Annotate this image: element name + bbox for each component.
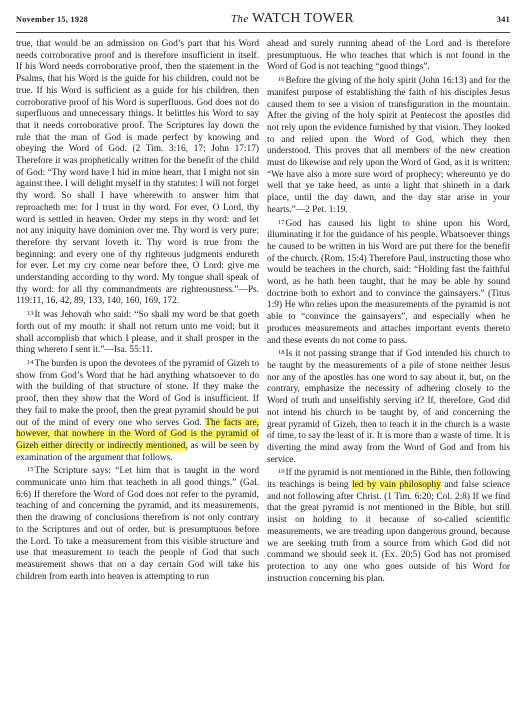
highlighted-text: The facts are, however, that nowhere in the Word of God is the pyramid of Gizeh either directly or indirectly mentioned, <box>16 417 259 451</box>
right-column <box>267 39 510 585</box>
paragraph-text: If the pyramid is not mentioned in the Bible, then following its teachings is being <box>267 468 510 491</box>
paragraph-number: 16 <box>278 76 285 84</box>
header-title <box>231 10 354 26</box>
paragraph-text: God has caused his light to shine upon his Word, illuminating it for the guidance of his people. Whatsoever things he caused to be written in his Word are put there for the benefit of the church. (Rom. 15:4) Therefore Paul, instructing those who would be teachers in the church, said: “Holding fast the faithful word, as he hath been taught, that he may be able by sound doctrine both to exhort and to convince the gainsayers.” (Titus 1:9) He who relies upon the measurements of the pyramid is not able to “convince the gainsayers”, and especially when he produces measurements and attaches important events thereto and these events do not come to pass. <box>267 218 510 346</box>
paragraph-number: 18 <box>278 349 285 357</box>
paragraph <box>16 357 259 464</box>
paragraph-number: 14 <box>27 358 34 366</box>
paragraph-text: ahead and surely running ahead of the Lord and is therefore presumptuous. He who teaches that which is not found in the Word of God is not teaching “good things”. <box>267 39 510 73</box>
paragraph-text: and false science and not following after Christ. (1 Tim. 6:20; Col. 2:8) If we find that the great pyramid is not mentioned in the Bible, but still insist on holding to it because of so-called scientific measurements, we are treading upon dangerous ground, because we are seeking truth from a source from which God did not command we should seek it. (Ex. 20:5) God has not promised protection to any one who goes outside of his Word for instruction concerning his plan. <box>267 480 510 584</box>
paragraph-text: The burden is upon the devotees of the pyramid of Gizeh to show from God’s Word that he had anything whatsoever to do with the building of that structure of stone. If they make the proof, then they show that the Word of God is insufficient. If they fail to make the proof, then the great pyramid should be put out of the mind of every one who serves God. <box>16 358 259 428</box>
paragraph <box>16 464 259 583</box>
paragraph-number: 15 <box>27 466 34 474</box>
header-title-the: The <box>230 13 249 25</box>
paragraph <box>267 39 510 74</box>
header-title-main: WATCH TOWER <box>252 10 354 25</box>
header-page-number: 341 <box>496 15 510 24</box>
paragraph-text: as will be seen by examination of the argument that follows. <box>16 440 259 463</box>
paragraph <box>267 466 510 585</box>
header-date: November 15, 1928 <box>16 15 89 24</box>
paragraph <box>267 74 510 216</box>
text-columns <box>16 39 510 585</box>
running-header <box>16 10 510 33</box>
left-column <box>16 39 259 585</box>
paragraph <box>16 308 259 357</box>
paragraph-text: Is it not passing strange that if God intended his church to be taught by the measurements of a pile of stone neither Jesus nor any of the apostles has one word to say about it, but, on the contrary, emphasize the necessity of adhering closely to the Word of truth and unselfishly serving it? If, therefore, God did not intend his church to be taught by, of and concerning the great pyramid of Gizeh, then to teach it in the church is a waste of time, to say the least of it. It is more than a waste of time. It is diverting the mind away from the Word of God and from his service. <box>267 349 510 465</box>
paragraph-number: 17 <box>278 218 285 226</box>
paragraph-number: 19 <box>278 468 285 476</box>
paragraph <box>267 347 510 466</box>
paragraph <box>16 39 259 308</box>
paragraph <box>267 217 510 348</box>
paragraph-text: true, that would be an admission on God’s part that his Word needs corroborative proof and is therefore insufficient in itself. If his Word needs corroborative proof, then the statement in the Psalms, that his Word is the guide for his children, could not be true. If his Word is sufficient as a guide for his children, then corroborative proof of his Word is superfluous. God does not do superfluous and unnecessary things. It belittles his Word to say that it needs corroborative proof. The Scriptures lay down the rule that the man of God is made perfect by knowing and obeying the Word of God. (2 Tim. 3:16, 17; John 17:17) Therefore it was prophetically written for the benefit of the child of God: “Thy word have I hid in mine heart, that I might not sin against thee. I will delight myself in thy statutes: I will not forget thy word. So shall I have wherewith to answer him that reproacheth me: for I trust in thy word. For ever, O Lord, thy word is settled in heaven. Order my steps in thy word: and let not any iniquity have dominion over me. Thy word is very pure: therefore thy servant loveth it. Thy word is true from the beginning: and every one of thy righteous judgments endureth for ever. Let my cry come near before thee, O Lord: give me understanding according to thy word. My tongue shall speak of thy word: for all thy commandments are righteousness.”—Ps. 119:11, 16, 42, 89, 133, 140, 160, 169, 172. <box>16 39 259 307</box>
paragraph-text: The Scripture says: “Let him that is taught in the word communicate unto him that teacheth in all good things.” (Gal. 6:6) If therefore the Word of God does not refer to the pyramid, teaching of and concerning the pyramid, and its measurements, then the drawing of conclusions therefrom is not only contrary to the Scriptures and out of order, but is presumptuous before the Lord. To take a measurement from this visible structure and use that measurement to teach the people of God that such measurement shows that on a day certain God will take his children from earth into heaven is attempting to run <box>16 466 259 582</box>
paragraph-number: 13 <box>27 310 34 318</box>
paragraph-text: It was Jehovah who said: “So shall my word be that goeth forth out of my mouth: it shall not return unto me void; but it shall accomplish that which I please, and it shall prosper in the thing whereto I sent it.”—Isa. 55:11. <box>16 310 259 356</box>
highlighted-text: led by vain philosophy <box>352 480 441 491</box>
paragraph-text: Before the giving of the holy spirit (John 16:13) and for the manifest purpose of establishing the faith of his disciples Jesus caused them to see a vision of transfiguration in the mountain. After the giving of the holy spirit at Pentecost the apostles did not rely upon the evidence furnished by that vision. They looked to and relied upon the Word of God, which they then understood. This proves that all members of the new creation must do likewise and rely upon the Word of God, as it is written: “We have also a more sure word of prophecy; whereunto ye do well that ye take heed, as unto a light that shineth in a dark place, until the day dawn, and the day star arise in your hearts.”—2 Pet. 1:19. <box>267 76 510 215</box>
